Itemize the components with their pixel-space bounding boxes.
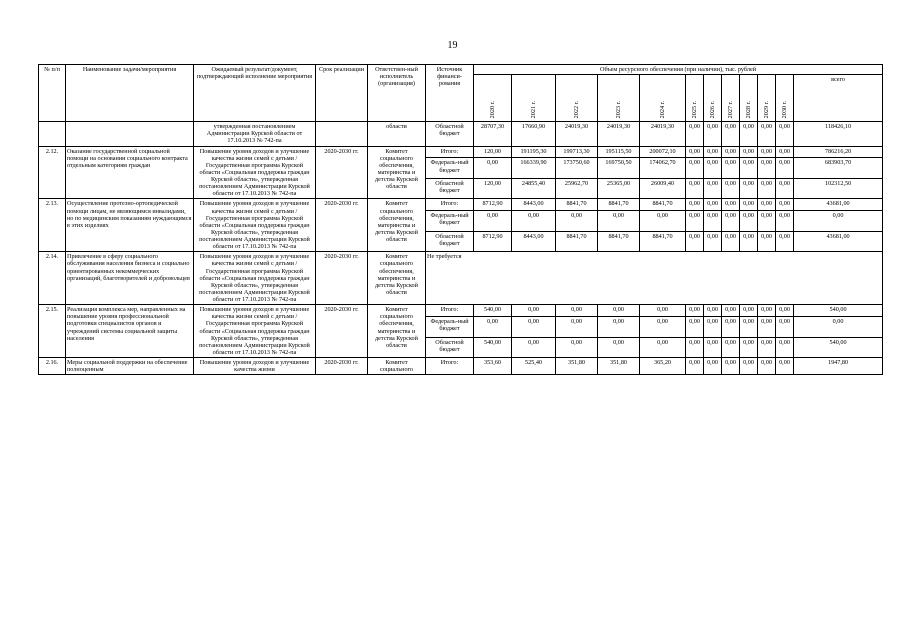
- cell-value: 540,00: [474, 337, 512, 357]
- header-year-label: 2028 г.: [744, 100, 752, 118]
- cell-value: 0,00: [686, 211, 704, 231]
- header-year-label: 2024 г.: [658, 100, 666, 118]
- header-year-label: 2027 г.: [726, 100, 734, 118]
- header-year-label: 2023 г.: [614, 100, 622, 118]
- cell-value: 25962,70: [556, 178, 598, 198]
- cell-executor: Комитет социального обеспечения, материнства и детства Курской области: [368, 252, 426, 305]
- cell-value: 0,00: [686, 122, 704, 146]
- cell-value: 0,00: [686, 358, 704, 375]
- header-year-label: 2030 г.: [780, 100, 788, 118]
- cell-value: 0,00: [512, 337, 556, 357]
- cell-value: 0,00: [776, 146, 794, 158]
- cell-value: 169750,50: [598, 158, 640, 178]
- cell-value: 8841,70: [556, 231, 598, 251]
- cell-value: 0,00: [474, 158, 512, 178]
- header-total: всего: [794, 75, 883, 122]
- cell-total: 118426,10: [794, 122, 883, 146]
- cell-source: Итого:: [426, 305, 474, 317]
- cell-executor: Комитет социального обеспечения, материнства и детства Курской области: [368, 199, 426, 252]
- table-row: [39, 146, 883, 158]
- cell-result: Повышение уровня доходов и улучшение качества жизни семей с детьми / Государственная программа Курской области «Социальная поддержка граждан Курской области», утвержденная постановлением Администрации Курской области от 17.10.2013 № 742-па: [194, 146, 316, 199]
- cell-source: Итого:: [426, 358, 474, 375]
- cell-value: 24019,30: [640, 122, 686, 146]
- cell-value: 0,00: [758, 358, 776, 375]
- cell-value: 26009,40: [640, 178, 686, 198]
- cell-value: 174062,70: [640, 158, 686, 178]
- cell-value: 0,00: [598, 317, 640, 337]
- cell-value: 0,00: [758, 231, 776, 251]
- cell-value: 25365,00: [598, 178, 640, 198]
- header-volume: Объем ресурсного обеспечения (при наличии), тыс. рублей: [474, 65, 883, 75]
- cell-value: 0,00: [704, 305, 722, 317]
- header-year-label: 2021 г.: [529, 100, 537, 118]
- table-row: [39, 358, 883, 375]
- cell-value: 0,00: [686, 317, 704, 337]
- cell-total: 683903,70: [794, 158, 883, 178]
- cell-value: 0,00: [776, 305, 794, 317]
- cell-value: 0,00: [512, 305, 556, 317]
- cell-value: 0,00: [776, 122, 794, 146]
- cell-source: Итого:: [426, 199, 474, 211]
- cell-value: 540,00: [474, 305, 512, 317]
- cell-total: 43681,00: [794, 199, 883, 211]
- cell-value: 0,00: [704, 231, 722, 251]
- cell-value: 199713,30: [556, 146, 598, 158]
- header-result: Ожидаемый результат/документ, подтверждающий исполнение мероприятия: [194, 65, 316, 122]
- cell-value: 0,00: [776, 231, 794, 251]
- cell-value: 120,00: [474, 178, 512, 198]
- cell-term: 2020-2030 гг.: [316, 146, 368, 199]
- cell-value: 200072,10: [640, 146, 686, 158]
- cell-value: 0,00: [640, 337, 686, 357]
- cell-value: 191195,30: [512, 146, 556, 158]
- cell-total: 0,00: [794, 211, 883, 231]
- cell-task: Меры социальной поддержки на обеспечение полноценным: [66, 358, 194, 375]
- table-body: [39, 122, 883, 375]
- header-year: [722, 75, 740, 122]
- cell-value: 8712,90: [474, 199, 512, 211]
- cell-value: 0,00: [704, 199, 722, 211]
- header-year-label: 2029 г.: [762, 100, 770, 118]
- cell-executor: Комитет социального: [368, 358, 426, 375]
- header-year-label: 2026 г.: [708, 100, 716, 118]
- cell-value: 0,00: [776, 178, 794, 198]
- header-year: [776, 75, 794, 122]
- cell-num: 2.15.: [39, 305, 66, 358]
- header-num: № п/п: [39, 65, 66, 122]
- cell-value: 0,00: [740, 305, 758, 317]
- cell-value: 0,00: [776, 337, 794, 357]
- cell-num: 2.16.: [39, 358, 66, 375]
- cell-term: 2020-2030 гг.: [316, 358, 368, 375]
- cell-value: 8443,00: [512, 231, 556, 251]
- cell-value: 0,00: [740, 178, 758, 198]
- header-year-label: 2020 г.: [488, 100, 496, 118]
- cell-executor: области: [368, 122, 426, 146]
- cell-value: 0,00: [776, 199, 794, 211]
- cell-value: 0,00: [740, 317, 758, 337]
- cell-value: 0,00: [640, 211, 686, 231]
- cell-total: 540,00: [794, 305, 883, 317]
- cell-value: 0,00: [704, 337, 722, 357]
- cell-value: 0,00: [740, 211, 758, 231]
- header-year: [474, 75, 512, 122]
- cell-value: 351,80: [598, 358, 640, 375]
- cell-value: 0,00: [556, 305, 598, 317]
- header-year: [598, 75, 640, 122]
- cell-value: 8841,70: [640, 231, 686, 251]
- cell-source: Областной бюджет: [426, 122, 474, 146]
- cell-value: 0,00: [556, 317, 598, 337]
- header-year: [758, 75, 776, 122]
- cell-source: Областной бюджет: [426, 231, 474, 251]
- table-row: [39, 122, 883, 146]
- cell-value: 525,40: [512, 358, 556, 375]
- cell-value: 0,00: [740, 122, 758, 146]
- cell-value: 24855,40: [512, 178, 556, 198]
- cell-task: Привлечение в сферу социального обслуживания населения бизнеса и социально ориентированных некоммерческих организаций, благотворителей и добровольцев: [66, 252, 194, 305]
- cell-value: 0,00: [474, 317, 512, 337]
- cell-term: 2020-2030 гг.: [316, 305, 368, 358]
- cell-value: 0,00: [704, 146, 722, 158]
- cell-value: 0,00: [722, 305, 740, 317]
- header-term: Срок реализации: [316, 65, 368, 122]
- cell-value: 17660,90: [512, 122, 556, 146]
- cell-value: 0,00: [758, 158, 776, 178]
- cell-value: 0,00: [776, 211, 794, 231]
- header-source: Источник финанси-рования: [426, 65, 474, 122]
- cell-value: 0,00: [722, 158, 740, 178]
- cell-value: 0,00: [640, 305, 686, 317]
- cell-value: 0,00: [758, 178, 776, 198]
- cell-value: 0,00: [704, 178, 722, 198]
- cell-value: 0,00: [776, 358, 794, 375]
- cell-value: 0,00: [686, 178, 704, 198]
- cell-value: 365,20: [640, 358, 686, 375]
- cell-value: 0,00: [556, 337, 598, 357]
- table-row: [39, 199, 883, 211]
- cell-value: 0,00: [598, 211, 640, 231]
- cell-source: Итого:: [426, 146, 474, 158]
- header-year-label: 2022 г.: [572, 100, 580, 118]
- cell-result: Повышение уровня доходов и улучшение качества жизни семей с детьми / Государственная программа Курской области «Социальная поддержка граждан Курской области», утвержденная постановлением Администрации Курской области от 17.10.2013 № 742-па: [194, 305, 316, 358]
- cell-value: 0,00: [740, 231, 758, 251]
- cell-value: 0,00: [722, 178, 740, 198]
- cell-total: 786216,20: [794, 146, 883, 158]
- cell-task: [66, 122, 194, 146]
- cell-value: 8841,70: [598, 231, 640, 251]
- cell-total: 43681,00: [794, 231, 883, 251]
- header-year-label: 2025 г.: [690, 100, 698, 118]
- cell-value: 0,00: [512, 317, 556, 337]
- cell-executor: Комитет социального обеспечения, материнства и детства Курской области: [368, 146, 426, 199]
- cell-result: Повышение уровня доходов и улучшение качества жизни семей с детьми / Государственная программа Курской области «Социальная поддержка граждан Курской области», утвержденная постановлением Администрации Курской области от 17.10.2013 № 742-па: [194, 252, 316, 305]
- cell-note: Не требуется: [426, 252, 883, 305]
- cell-value: 0,00: [758, 146, 776, 158]
- cell-value: 173750,60: [556, 158, 598, 178]
- table-row: [39, 305, 883, 317]
- cell-value: 0,00: [686, 199, 704, 211]
- cell-source: Областной бюджет: [426, 337, 474, 357]
- cell-value: 8443,00: [512, 199, 556, 211]
- cell-total: 102312,50: [794, 178, 883, 198]
- cell-num: 2.12.: [39, 146, 66, 199]
- cell-value: 166339,90: [512, 158, 556, 178]
- header-year: [512, 75, 556, 122]
- cell-value: 0,00: [740, 358, 758, 375]
- cell-value: 0,00: [758, 305, 776, 317]
- header-year: [740, 75, 758, 122]
- cell-task: Реализация комплекса мер, направленных на повышение уровня профессиональной подготовки специалистов органов и учреждений системы социальной защиты населения: [66, 305, 194, 358]
- header-task: Наименование задачи/мероприятия: [66, 65, 194, 122]
- cell-value: 0,00: [704, 358, 722, 375]
- cell-value: 0,00: [704, 317, 722, 337]
- cell-value: 0,00: [722, 122, 740, 146]
- cell-value: 351,80: [556, 358, 598, 375]
- table-header: [39, 65, 883, 122]
- cell-value: 120,00: [474, 146, 512, 158]
- cell-source: Федераль-ный бюджет: [426, 158, 474, 178]
- cell-value: 353,60: [474, 358, 512, 375]
- cell-value: 0,00: [598, 305, 640, 317]
- cell-executor: Комитет социального обеспечения, материнства и детства Курской области: [368, 305, 426, 358]
- cell-result: Повышение уровня доходов и улучшение качества жизни: [194, 358, 316, 375]
- cell-value: 0,00: [722, 199, 740, 211]
- cell-result: утвержденная постановлением Администрации Курской области от 17.10.2013 № 742-па: [194, 122, 316, 146]
- cell-value: 195115,50: [598, 146, 640, 158]
- cell-value: 0,00: [704, 122, 722, 146]
- cell-value: 28707,30: [474, 122, 512, 146]
- cell-value: 8841,70: [640, 199, 686, 211]
- cell-result: Повышение уровня доходов и улучшение качества жизни семей с детьми / Государственная программа Курской области «Социальная поддержка граждан Курской области», утвержденная постановлением Администрации Курской области от 17.10.2013 № 742-па: [194, 199, 316, 252]
- header-year: [556, 75, 598, 122]
- cell-value: 0,00: [686, 337, 704, 357]
- cell-value: 0,00: [704, 211, 722, 231]
- cell-value: 0,00: [556, 211, 598, 231]
- cell-total: 0,00: [794, 317, 883, 337]
- cell-total: 1947,80: [794, 358, 883, 375]
- cell-value: 0,00: [598, 337, 640, 357]
- header-year: [704, 75, 722, 122]
- cell-task: Осуществление протезно-ортопедической помощи лицам, не являющимся инвалидами, но по медицинским показаниям нуждающимся в этих изделиях: [66, 199, 194, 252]
- cell-value: 0,00: [758, 337, 776, 357]
- cell-value: 0,00: [722, 211, 740, 231]
- cell-value: 0,00: [758, 122, 776, 146]
- cell-value: 0,00: [740, 337, 758, 357]
- cell-value: 0,00: [776, 158, 794, 178]
- cell-term: 2020-2030 гг.: [316, 199, 368, 252]
- cell-term: 2020-2030 гг.: [316, 252, 368, 305]
- cell-value: 8841,70: [556, 199, 598, 211]
- cell-value: 0,00: [686, 158, 704, 178]
- header-year: [640, 75, 686, 122]
- header-executor: Ответствен-ный исполнитель (организация): [368, 65, 426, 122]
- cell-value: 0,00: [722, 358, 740, 375]
- cell-value: 0,00: [722, 317, 740, 337]
- cell-value: 24019,30: [556, 122, 598, 146]
- cell-value: 0,00: [758, 211, 776, 231]
- cell-value: 0,00: [776, 317, 794, 337]
- cell-value: 8712,90: [474, 231, 512, 251]
- cell-value: 0,00: [686, 231, 704, 251]
- cell-value: 0,00: [640, 317, 686, 337]
- cell-num: 2.13.: [39, 199, 66, 252]
- cell-value: 0,00: [740, 158, 758, 178]
- cell-num: [39, 122, 66, 146]
- cell-value: 0,00: [512, 211, 556, 231]
- cell-value: 0,00: [740, 199, 758, 211]
- cell-source: Федераль-ный бюджет: [426, 211, 474, 231]
- cell-term: [316, 122, 368, 146]
- resource-table: [38, 64, 883, 375]
- cell-task: Оказание государственной социальной помощи на основании социального контракта отдельным категориям граждан: [66, 146, 194, 199]
- cell-value: 0,00: [474, 211, 512, 231]
- page-number: 19: [447, 40, 458, 51]
- cell-value: 0,00: [722, 146, 740, 158]
- cell-value: 0,00: [740, 146, 758, 158]
- cell-value: 0,00: [722, 231, 740, 251]
- cell-value: 0,00: [758, 199, 776, 211]
- table-row: [39, 252, 883, 305]
- cell-value: 0,00: [686, 305, 704, 317]
- cell-num: 2.14.: [39, 252, 66, 305]
- cell-source: Областной бюджет: [426, 178, 474, 198]
- cell-value: 0,00: [686, 146, 704, 158]
- cell-value: 0,00: [704, 158, 722, 178]
- cell-value: 24019,30: [598, 122, 640, 146]
- cell-value: 0,00: [758, 317, 776, 337]
- cell-total: 540,00: [794, 337, 883, 357]
- cell-value: 0,00: [722, 337, 740, 357]
- cell-value: 8841,70: [598, 199, 640, 211]
- header-year: [686, 75, 704, 122]
- cell-source: Федераль-ный бюджет: [426, 317, 474, 337]
